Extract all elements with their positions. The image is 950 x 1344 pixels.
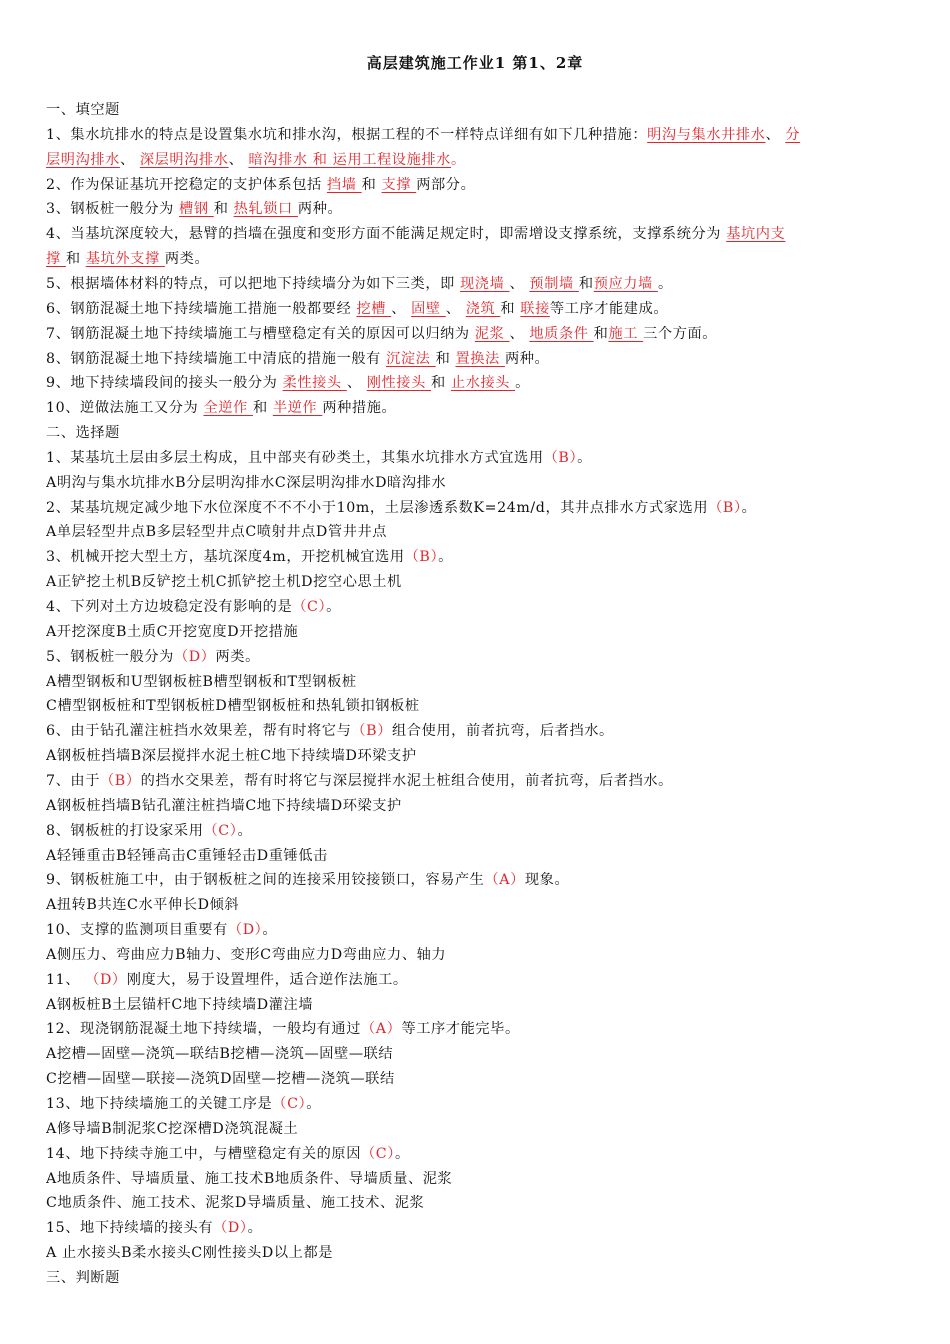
line-text: 一、填空题 bbox=[46, 102, 120, 118]
text-line bbox=[46, 1069, 912, 1089]
line-text: A修导墙B制泥浆C挖深槽D浇筑混凝土 bbox=[46, 1120, 299, 1137]
answer-blank: 预制墙 bbox=[529, 275, 579, 292]
line-text: 。 bbox=[394, 1145, 410, 1162]
line-text: 6、钢筋混凝土地下持续墙施工措施一般都要经 bbox=[46, 300, 357, 317]
text-line bbox=[46, 945, 912, 965]
text-line bbox=[46, 1193, 912, 1213]
line-text: 和 bbox=[500, 300, 521, 317]
text-line bbox=[46, 796, 912, 816]
line-text: 4、当基坑深度较大，悬臂的挡墙在强度和变形方面不能满足规定时，即需增设支撑系统，支撑系统分为 bbox=[46, 226, 727, 243]
line-text: 2、作为保证基坑开挖稳定的支护体系包括 bbox=[46, 176, 327, 193]
line-text: 。 bbox=[262, 922, 278, 939]
text-line bbox=[46, 1169, 912, 1189]
line-text: 两类。 bbox=[164, 251, 210, 268]
answer-blank: 柔性接头 bbox=[282, 375, 347, 392]
answer-blank: 槽钢 bbox=[179, 201, 214, 218]
text-line bbox=[46, 672, 912, 692]
answer-choice: 。 bbox=[450, 151, 466, 168]
line-text: 。 bbox=[326, 599, 341, 615]
answer-choice: （C） bbox=[272, 1096, 307, 1112]
text-line bbox=[46, 1094, 912, 1114]
answer-blank: 固壁 bbox=[411, 300, 446, 317]
line-text: 3、钢板桩一般分为 bbox=[46, 201, 180, 218]
line-text: 和 bbox=[65, 251, 86, 268]
answer-blank: 置换法 bbox=[455, 350, 505, 367]
line-text: 、 bbox=[765, 126, 786, 143]
line-text: 14、地下持续寺施工中，与槽壁稳定有关的原因 bbox=[46, 1145, 362, 1162]
line-text: 。 bbox=[657, 275, 673, 292]
line-text: 1、某基坑土层由多层土构成，且中部夹有砂类土，其集水坑排水方式宜选用 bbox=[46, 449, 544, 466]
line-text: 2、某基坑规定减少地下水位深度不不不小于10m，土层渗透系数K=24m/d，其井点排水方式家选用 bbox=[46, 499, 709, 516]
answer-blank: 分 bbox=[785, 126, 801, 143]
text-line bbox=[46, 771, 912, 791]
line-text: 10、逆做法施工又分为 bbox=[46, 400, 204, 417]
answer-blank: 挖槽 bbox=[356, 300, 392, 317]
answer-blank: 地质条件 bbox=[529, 325, 594, 342]
line-text: 8、钢板桩的打设家采用 bbox=[46, 822, 204, 839]
answer-choice: （D） bbox=[173, 648, 216, 665]
answer-blank: 基坑内支 bbox=[726, 226, 786, 243]
line-text: A槽型钢板和U型钢板桩B槽型钢板和T型钢板桩 bbox=[46, 673, 357, 690]
answer-blank: 挡墙 bbox=[326, 176, 362, 193]
answer-choice: （B） bbox=[708, 499, 742, 516]
answer-blank: 泥浆 bbox=[474, 325, 510, 342]
line-text: 3、机械开挖大型土方，基坑深度4m，开挖机械宜选用 bbox=[46, 549, 405, 566]
line-text: 的挡水交果差，帮有时将它与深层搅拌水泥土桩组合使用，前者抗弯，后者挡水。 bbox=[140, 772, 673, 789]
line-text: 和 bbox=[593, 325, 609, 342]
line-text: A侧压力、弯曲应力B轴力、变形C弯曲应力D弯曲应力、轴力 bbox=[46, 946, 447, 963]
line-text: 和 bbox=[578, 275, 594, 292]
line-text: 7、由于 bbox=[46, 772, 100, 789]
line-text: 。 bbox=[515, 375, 530, 392]
answer-choice: （B） bbox=[543, 449, 578, 466]
text-line bbox=[46, 970, 912, 990]
line-text: A单层轻型井点B多层轻型井点C喷射井点D管井井点 bbox=[46, 524, 388, 541]
line-text: 11、 bbox=[46, 971, 86, 988]
text-line bbox=[46, 696, 912, 716]
text-line bbox=[46, 1144, 912, 1164]
line-text: 三个方面。 bbox=[643, 325, 718, 342]
line-text: 两种。 bbox=[504, 350, 550, 367]
answer-blank: 沉淀法 bbox=[386, 350, 436, 367]
answer-choice: （D） bbox=[213, 1220, 248, 1237]
text-line bbox=[46, 821, 912, 841]
answer-blank: 浇筑 bbox=[465, 300, 501, 317]
text-line bbox=[46, 199, 912, 219]
line-text: 等工序才能完毕。 bbox=[401, 1021, 520, 1038]
line-text: A开挖深度B土质C开挖宽度D开挖措施 bbox=[46, 623, 299, 640]
answer-blank: 层明沟排水 bbox=[46, 151, 120, 168]
line-text: 二、选择题 bbox=[46, 425, 120, 442]
text-line bbox=[46, 1243, 912, 1263]
line-text: 9、地下持续墙段间的接头一般分为 bbox=[46, 375, 283, 392]
answer-choice: （B） bbox=[404, 549, 439, 566]
line-text: C槽型钢板桩和T型钢板桩D槽型钢板桩和热轧锁扣钢板桩 bbox=[46, 698, 420, 715]
text-line bbox=[46, 995, 912, 1015]
line-text: 组合使用，前者抗弯，后者挡水。 bbox=[392, 723, 614, 740]
line-text: 。 bbox=[741, 499, 757, 516]
text-line bbox=[46, 100, 912, 120]
answer-blank: 支撑 bbox=[381, 176, 417, 193]
text-line bbox=[46, 1218, 912, 1238]
answer-blank: 预应力墙 bbox=[593, 275, 658, 292]
line-text: 7、钢筋混凝土地下持续墙施工与槽壁稳定有关的原因可以归纳为 bbox=[46, 325, 475, 342]
answer-blank: 半逆作 bbox=[272, 400, 323, 417]
line-text: 1、集水坑排水的特点是设置集水坑和排水沟，根据工程的不一样特点详细有如下几种措施： bbox=[46, 126, 648, 143]
text-line bbox=[46, 1268, 912, 1288]
line-text: 5、根据墙体材料的特点，可以把地下持续墙分为如下三类，即 bbox=[46, 275, 461, 292]
line-text: C地质条件、施工技术、泥浆D导墙质量、施工技术、泥浆 bbox=[46, 1195, 425, 1212]
answer-choice: （A） bbox=[484, 872, 525, 889]
answer-choice: （D） bbox=[85, 971, 127, 988]
answer-choice: （B） bbox=[351, 723, 392, 740]
line-text: 。 bbox=[247, 1220, 263, 1237]
line-text: 4、下列对土方边坡稳定没有影响的是 bbox=[46, 599, 293, 615]
line-text: 12、现浇钢筋混凝土地下持续墙，一般均有通过 bbox=[46, 1021, 362, 1038]
text-line bbox=[46, 349, 912, 369]
line-text: A 止水接头B柔水接头C刚性接头D以上都是 bbox=[46, 1245, 334, 1262]
answer-blank: 热轧锁口 bbox=[233, 201, 298, 218]
line-text: A明沟与集水坑排水B分层明沟排水C深层明沟排水D暗沟排水 bbox=[46, 474, 447, 491]
line-text: 15、地下持续墙的接头有 bbox=[46, 1220, 214, 1237]
answer-choice: （B） bbox=[100, 772, 141, 789]
text-line bbox=[46, 1019, 912, 1039]
answer-choice: （D） bbox=[227, 922, 263, 939]
answer-blank: 撑 bbox=[46, 251, 66, 268]
line-text: A钢板桩B土层锚杆C地下持续墙D灌注墙 bbox=[46, 996, 314, 1013]
text-line bbox=[46, 125, 912, 145]
line-text: 、 bbox=[346, 375, 367, 392]
line-text: 、 bbox=[509, 275, 530, 292]
line-text: 。 bbox=[237, 822, 253, 839]
line-text: 。 bbox=[577, 449, 592, 466]
text-line bbox=[46, 299, 912, 319]
line-text: 三、判断题 bbox=[46, 1269, 120, 1286]
line-text: 、 bbox=[445, 300, 466, 317]
text-line bbox=[46, 895, 912, 915]
text-line bbox=[46, 274, 912, 294]
text-line bbox=[46, 622, 912, 642]
text-line bbox=[46, 1119, 912, 1139]
answer-blank: 全逆作 bbox=[203, 400, 253, 417]
line-text: 5、钢板桩一般分为 bbox=[46, 648, 174, 665]
line-text: C挖槽—固壁—联接—浇筑D固壁—挖槽—浇筑—联结 bbox=[46, 1071, 395, 1088]
text-line bbox=[46, 572, 912, 592]
line-text: 和 bbox=[361, 176, 382, 193]
line-text: 。 bbox=[438, 549, 453, 566]
line-text: 刚度大，易于设置埋件，适合逆作法施工。 bbox=[126, 971, 408, 988]
answer-choice: （C） bbox=[361, 1145, 395, 1162]
answer-blank: 明沟与集水井排水 bbox=[647, 126, 766, 143]
answer-blank: 深层明沟排水 bbox=[139, 151, 229, 168]
answer-blank: 联接 bbox=[520, 300, 550, 317]
line-text: 10、支撑的监测项目重要有 bbox=[46, 922, 228, 939]
text-line bbox=[46, 846, 912, 866]
line-text: 13、地下持续墙施工的关键工序是 bbox=[46, 1096, 273, 1112]
text-line bbox=[46, 920, 912, 940]
answer-blank: 刚性接头 bbox=[366, 375, 431, 392]
answer-blank: 止水接头 bbox=[450, 375, 516, 392]
answer-blank: 现浇墙 bbox=[460, 275, 510, 292]
line-text: 两种。 bbox=[297, 201, 343, 218]
line-text: 现象。 bbox=[524, 872, 570, 889]
text-line bbox=[46, 721, 912, 741]
text-line bbox=[46, 175, 912, 195]
text-line bbox=[46, 746, 912, 766]
text-line bbox=[46, 473, 912, 493]
line-text: 、 bbox=[391, 300, 412, 317]
text-line bbox=[46, 224, 912, 244]
line-text: 和 bbox=[213, 201, 234, 218]
text-line bbox=[46, 647, 912, 667]
text-line bbox=[46, 423, 912, 443]
answer-choice: （C） bbox=[292, 599, 327, 615]
line-text: 两部分。 bbox=[416, 176, 476, 193]
text-line bbox=[46, 373, 912, 393]
line-text: 和 bbox=[435, 350, 456, 367]
text-line bbox=[46, 150, 912, 170]
line-text: 和 bbox=[252, 400, 273, 417]
text-line bbox=[46, 498, 912, 518]
line-text: A钢板桩挡墙B钻孔灌注桩挡墙C地下持续墙D环梁支护 bbox=[46, 797, 402, 814]
line-text: 9、钢板桩施工中，由于钢板桩之间的连接采用铰接锁口，容易产生 bbox=[46, 872, 485, 889]
line-text: A挖槽—固壁—浇筑—联结B挖槽—浇筑—固壁—联结 bbox=[46, 1046, 394, 1063]
text-line bbox=[46, 398, 912, 418]
answer-choice: （A） bbox=[361, 1021, 402, 1038]
text-line bbox=[46, 324, 912, 344]
text-line bbox=[46, 870, 912, 890]
line-text: 、 bbox=[509, 325, 530, 342]
line-text: 两种措施。 bbox=[322, 400, 397, 417]
answer-blank: 施工 bbox=[608, 325, 644, 342]
line-text: 两类。 bbox=[215, 648, 260, 665]
answer-blank: 暗沟排水 和 运用工程设施排水 bbox=[248, 151, 451, 168]
line-text: 、 bbox=[228, 151, 249, 168]
line-text: A扭转B共连C水平伸长D倾斜 bbox=[46, 897, 240, 914]
line-text: A钢板桩挡墙B深层搅拌水泥土桩C地下持续墙D环梁支护 bbox=[46, 748, 417, 765]
line-text: 等工序才能建成。 bbox=[549, 300, 669, 317]
answer-choice: （C） bbox=[203, 822, 238, 839]
text-line bbox=[46, 249, 912, 269]
answer-blank: 基坑外支撑 bbox=[85, 251, 165, 268]
line-text: 。 bbox=[306, 1096, 322, 1112]
line-text: A地质条件、导墙质量、施工技术B地质条件、导墙质量、泥浆 bbox=[46, 1170, 453, 1187]
line-text: 8、钢筋混凝土地下持续墙施工中清底的措施一般有 bbox=[46, 350, 387, 367]
line-text: 和 bbox=[431, 375, 451, 392]
line-text: A正铲挖土机B反铲挖土机C抓铲挖土机D挖空心思土机 bbox=[46, 574, 402, 591]
text-line bbox=[46, 1044, 912, 1064]
text-line bbox=[46, 597, 912, 617]
line-text: A轻锤重击B轻锤高击C重锤轻击D重锤低击 bbox=[46, 847, 328, 864]
line-text: 6、由于钻孔灌注桩挡水效果差，帮有时将它与 bbox=[46, 723, 352, 740]
text-line bbox=[46, 522, 912, 542]
line-text: 、 bbox=[119, 151, 140, 168]
text-line bbox=[46, 547, 912, 567]
document-title: 高层建筑施工作业1 第1、2章 bbox=[366, 54, 584, 72]
text-line bbox=[46, 448, 912, 468]
